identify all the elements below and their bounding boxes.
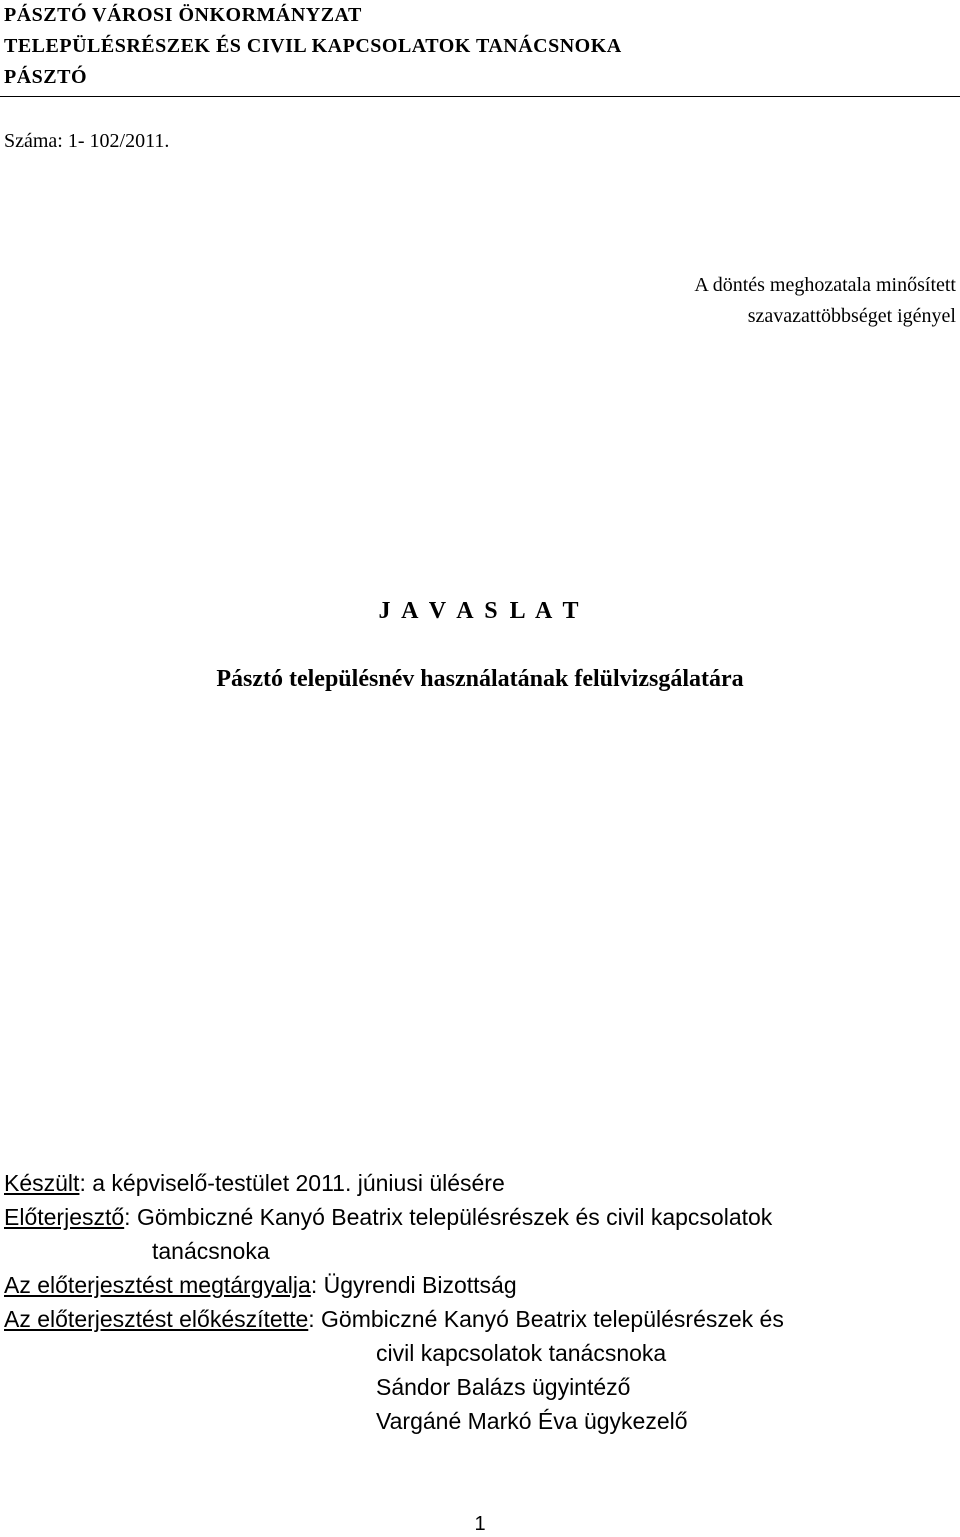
letterhead — [4, 0, 960, 93]
voting-note-line1: A döntés meghozatala minősített — [694, 274, 956, 296]
meta-presenter-value: : Gömbiczné Kanyó Beatrix településrészek és civil kapcsolatok — [124, 1204, 773, 1230]
meta-prepared-label: Készült — [4, 1170, 80, 1196]
meta-prepared-for — [4, 1166, 954, 1200]
meta-discussed-label: Az előterjesztést megtárgyalja — [4, 1272, 311, 1298]
meta-presenter-cont: tanácsnoka — [152, 1238, 270, 1264]
meta-prepared-by-value: : Gömbiczné Kanyó Beatrix településrészek és — [308, 1306, 784, 1332]
meta-discussed-value: : Ügyrendi Bizottság — [310, 1272, 517, 1298]
document-title: J A V A S L A T — [378, 598, 582, 624]
letterhead-municipality: PÁSZTÓ VÁROSI ÖNKORMÁNYZAT — [4, 4, 362, 26]
meta-discussed-by — [4, 1268, 954, 1302]
meta-prepared-by-cont2: Sándor Balázs ügyintéző — [376, 1374, 631, 1400]
meta-presenter — [4, 1200, 954, 1234]
meta-prepared-value: : a képviselő-testület 2011. júniusi ülésére — [79, 1170, 505, 1196]
meta-prepared-by-cont1: civil kapcsolatok tanácsnoka — [376, 1340, 667, 1366]
document-meta — [4, 1166, 954, 1438]
meta-prepared-by — [4, 1302, 954, 1336]
meta-prepared-by-cont3: Vargáné Markó Éva ügykezelő — [376, 1408, 688, 1434]
reference-number: Száma: 1- 102/2011. — [4, 130, 170, 152]
letterhead-divider — [0, 96, 960, 97]
voting-note — [536, 270, 956, 332]
meta-presenter-label: Előterjesztő — [4, 1204, 125, 1230]
letterhead-office: TELEPÜLÉSRÉSZEK ÉS CIVIL KAPCSOLATOK TANÁCSNOKA — [4, 35, 622, 57]
page-number: 1 — [474, 1513, 486, 1535]
letterhead-city: PÁSZTÓ — [4, 66, 88, 88]
document-subtitle: Pásztó településnév használatának felülvizsgálatára — [216, 666, 744, 692]
meta-prepared-by-label: Az előterjesztést előkészítette — [4, 1306, 309, 1332]
voting-note-line2: szavazattöbbséget igényel — [747, 305, 956, 327]
